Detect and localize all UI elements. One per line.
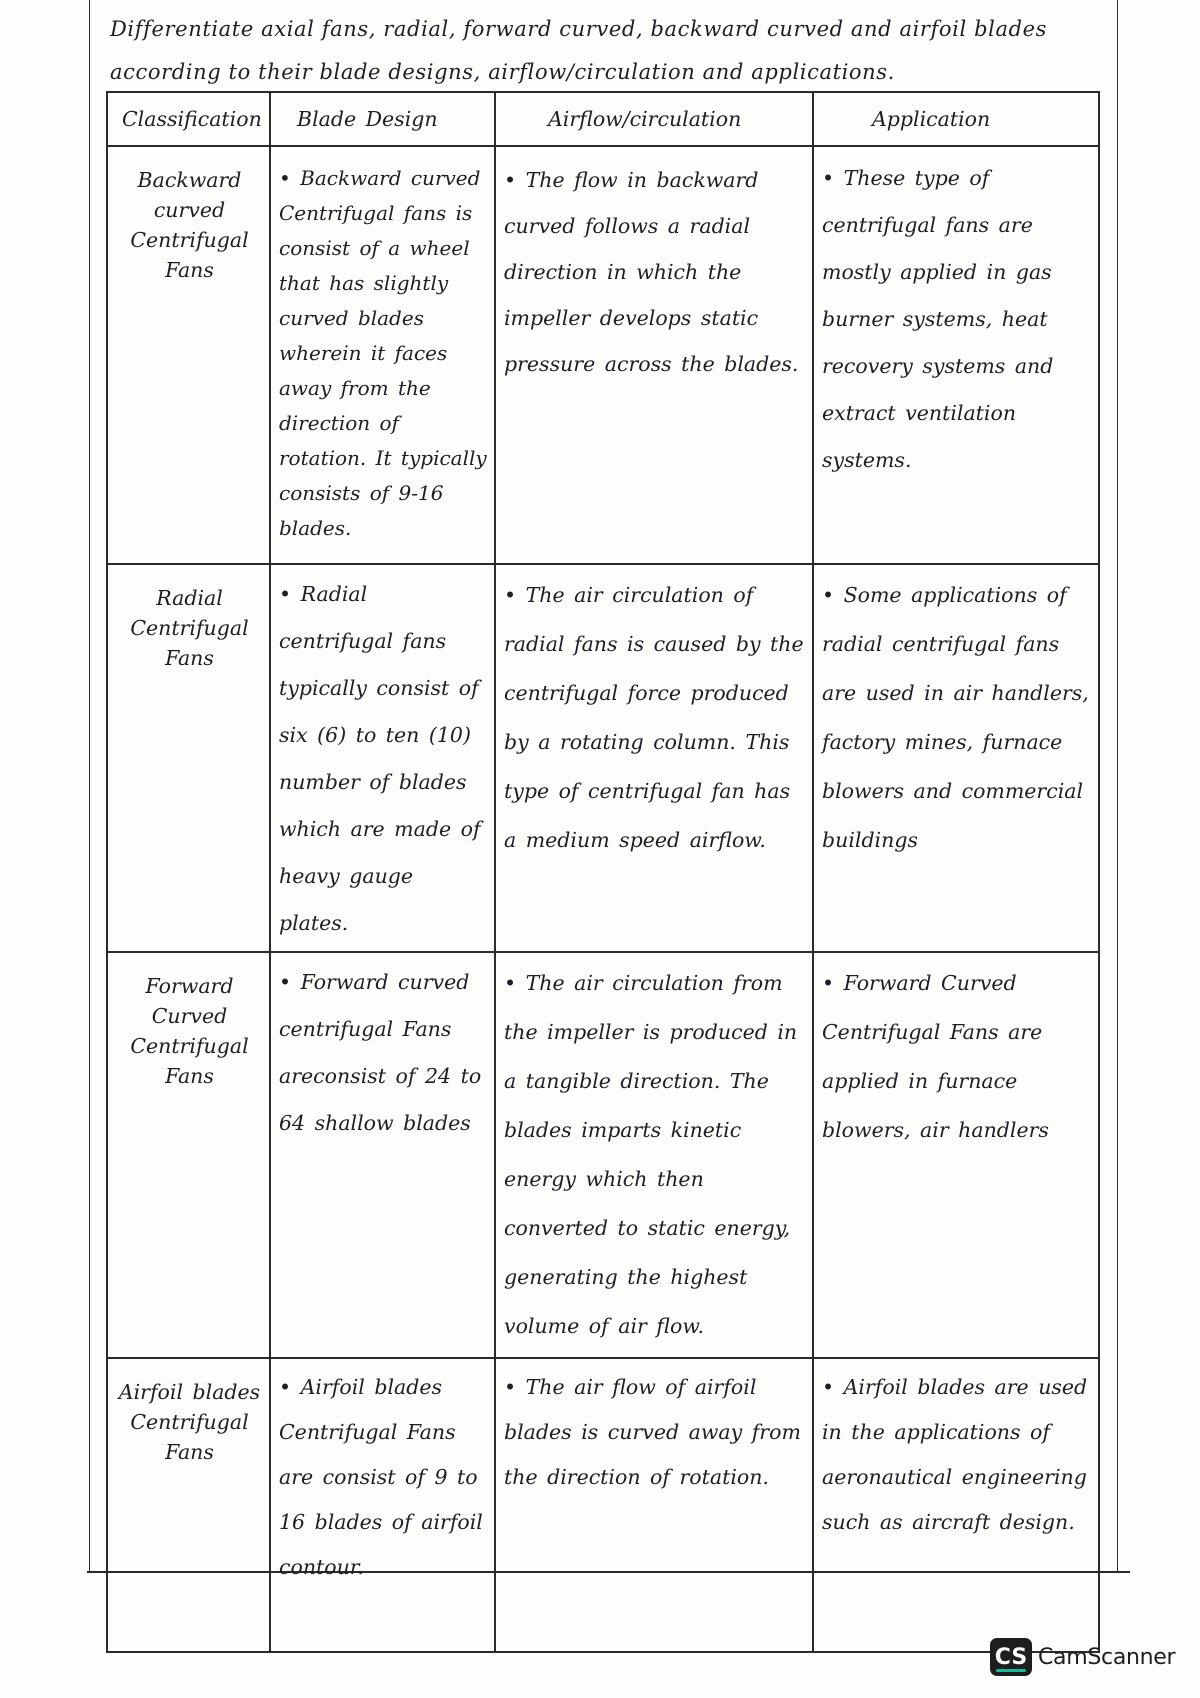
page-frame-right-line <box>1117 0 1118 1572</box>
cell-airflow: • The air circulation of radial fans is caused by the centrifugal force produced by a rotating column. This type of centrifugal fan has a medium speed airflow. <box>495 564 813 952</box>
cell-classification: Forward Curved Centrifugal Fans <box>107 952 270 1358</box>
table-row-radial <box>107 564 1099 952</box>
cell-application: • Forward Curved Centrifugal Fans are applied in furnace blowers, air handlers <box>813 952 1099 1358</box>
cell-airflow: • The flow in backward curved follows a radial direction in which the impeller develops static pressure across the blades. <box>495 146 813 564</box>
header-blade-design: Blade Design <box>270 92 495 146</box>
cell-blade-design: • Backward curved Centrifugal fans is consist of a wheel that has slightly curved blades wherein it faces away from the direction of rotation. It typically consists of 9-16 blades. <box>270 146 495 564</box>
cell-classification: Radial Centrifugal Fans <box>107 564 270 952</box>
camscanner-brand-name: CamScanner <box>1038 1644 1176 1670</box>
comparison-table-container <box>106 91 1098 1653</box>
camscanner-watermark <box>990 1638 1175 1676</box>
table-header-row <box>107 92 1099 146</box>
cell-classification: Backward curved Centrifugal Fans <box>107 146 270 564</box>
header-airflow: Airflow/circulation <box>495 92 813 146</box>
table-row-backward-curved <box>107 146 1099 564</box>
question-prompt: Differentiate axial fans, radial, forward curved, backward curved and airfoil blades according to their blade designs, airflow/circulation and applications. <box>110 17 1048 84</box>
page-frame-left-line <box>89 0 90 1572</box>
cell-blade-design: • Radial centrifugal fans typically consist of six (6) to ten (10) number of blades which are made of heavy gauge plates. <box>270 564 495 952</box>
cell-application: • Some applications of radial centrifugal fans are used in air handlers, factory mines, furnace blowers and commercial buildings <box>813 564 1099 952</box>
cell-blade-design: • Forward curved centrifugal Fans areconsist of 24 to 64 shallow blades <box>270 952 495 1358</box>
cell-airflow: • The air circulation from the impeller is produced in a tangible direction. The blades imparts kinetic energy which then converted to static energy, generating the highest volume of air flow. <box>495 952 813 1358</box>
cell-airflow: • The air flow of airfoil blades is curved away from the direction of rotation. <box>495 1358 813 1652</box>
header-classification: Classification <box>107 92 270 146</box>
table-row-forward-curved <box>107 952 1099 1358</box>
cell-blade-design: • Airfoil blades Centrifugal Fans are consist of 9 to 16 blades of airfoil contour. <box>270 1358 495 1652</box>
camscanner-logo-icon: CS <box>990 1638 1032 1676</box>
cell-application: • These type of centrifugal fans are mostly applied in gas burner systems, heat recovery systems and extract ventilation systems. <box>813 146 1099 564</box>
header-application: Application <box>813 92 1099 146</box>
fan-comparison-table <box>106 91 1100 1653</box>
cell-classification: Airfoil blades Centrifugal Fans <box>107 1358 270 1652</box>
table-row-airfoil <box>107 1358 1099 1652</box>
cell-application: • Airfoil blades are used in the applications of aeronautical engineering such as aircraft design. <box>813 1358 1099 1652</box>
